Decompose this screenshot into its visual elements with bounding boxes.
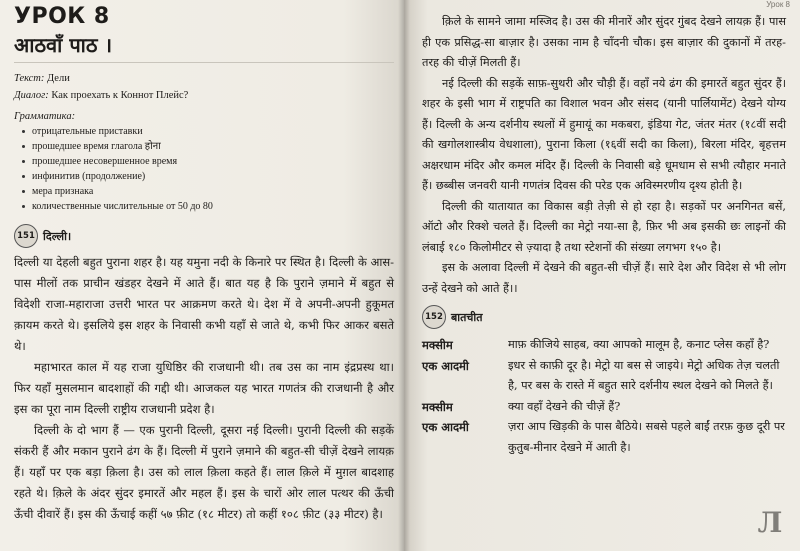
speaker-name: मक्सीम [422,399,453,414]
dialog-meta-value: Как проехать к Коннот Плейс? [51,90,189,101]
section-title: दिल्ली। [43,229,72,243]
lesson-title: УРОК 8 [14,4,110,29]
section-heading-151 [14,224,394,248]
speaker-line: इधर से काफ़ी दूर है। मेट्रो या बस से जाइये। मेट्रो अधिक तेज़ चलती है, पर बस के रास्ते में बहुत सारे दर्शनीय स्थल देखने को मिलते हैं। [508,358,780,392]
text-paragraph: दिल्ली की यातायात का विकास बड़ी तेज़ी से हो रहा है। सड़कों पर अनगिनत बसें, ऑटो और रिक्शे चलते हैं। दिल्ली का मेट्रो नया-सा है, फ़िर भी अब इसकी छः लाइनों की लंबाई १८० किलोमीटर से ज़्यादा है तथा स्टेशनों की संख्या लगभग १५० है। [422,199,786,254]
text-meta-label: Текст: [14,73,45,84]
lesson-subtitle-hindi: आठवाँ पाठ । [14,32,394,63]
text-paragraph: नई दिल्ली की सड़कें साफ़-सुथरी और चौड़ी हैं। वहाँ नये ढंग की इमारतें बहुत सुंदर हैं। शहर के इसी भाग में राष्ट्रपति का विशाल भवन और संसद (यानी पार्लियामेंट) देखने योग्य हैं। दिल्ली के अन्य दर्शनीय स्थलों में हुमायूं का मकबरा, इंडिया गेट, जंतर मंतर (१८वीं सदी की खगोलशास्त्रीय वेधशाला), पुराना किला (१६वीं सदी का किला), बिरला मंदिर, बृहत्तम अक्षरधाम मंदिर और कमल मंदिर हैं। दिल्ली के निवासी बड़े धूमधाम से सभी त्यौहार मनाते हैं। छब्बीस जनवरी यानी गणतंत्र दिवस की परेड एक अविस्मरणीय दृश्य होती है। [422,76,786,192]
grammar-item: количественные числительные от 50 до 80 [22,199,394,214]
text-paragraph: क़िले के सामने जामा मस्जिद है। उस की मीनारें और सुंदर गुंबद देखने लायक़ हैं। पास ही एक प्रसिद्ध-सा बाज़ार है। उसका नाम है चाँदनी चौक। इस बाज़ार की दुकानों में तरह-तरह की चीज़ें मिलती हैं। [422,15,786,69]
grammar-item: мера признака [22,184,394,199]
speaker-line: ज़रा आप खिड़की के पास बैठिये। सबसे पहले बाईं तरफ़ कुछ दूरी पर कुतुब-मीनार देखने में आती है। [508,420,785,454]
watermark-letter: Л [757,506,783,539]
grammar-item: прошедшее несовершенное время [22,154,394,169]
grammar-label: Грамматика: [14,111,76,122]
text-meta [14,73,394,84]
grammar-item: отрицательные приставки [22,124,394,139]
dialogue-line [422,417,786,458]
text-meta-value: Дели [47,73,70,84]
speaker-line: माफ़ कीजिये साहब, क्या आपको मालूम है, कनाट प्लेस कहाँ है? [508,338,770,351]
grammar-item: прошедшее время глагола होना [22,139,394,154]
dialogue-line [422,356,786,397]
section-heading-152 [422,305,786,329]
speaker-name: एक आदमी [422,420,469,434]
dialogue [422,335,786,458]
dialogue-line [422,335,786,356]
grammar-item: инфинитив (продолжение) [22,169,394,184]
speaker-line: क्या वहाँ देखने की चीज़ें हैं? [508,399,621,413]
text-paragraph: इस के अलावा दिल्ली में देखने की बहुत-सी चीज़ें हैं। सारे देश और विदेश से भी लोग उन्हें देखने को आते हैं।। [422,261,786,295]
section-number-badge: 151 [14,224,38,248]
text-paragraph: महाभारत काल में यह राजा युधिष्ठिर की राजधानी थी। तब उस का नाम इंद्रप्रस्थ था। फिर यहाँ मुसलमान बादशाहों की गद्दी थी। आजकल यह भारत गणतंत्र की राजधानी है और इस का पूरा नाम दिल्ली राष्ट्रीय राजधानी प्रदेश है। [14,360,394,416]
dialog-meta [14,90,394,101]
right-page [404,0,800,551]
dialog-meta-label: Диалог: [14,90,49,101]
speaker-name: एक आदमी [422,358,469,373]
grammar-list [14,124,394,214]
section-number-badge: 152 [422,305,446,329]
book-gutter [398,0,410,551]
text-paragraph: दिल्ली के दो भाग हैं — एक पुरानी दिल्ली, दूसरा नई दिल्ली। पुरानी दिल्ली की सड़कें संकरी हैं और मकान पुराने ढंग के हैं। दिल्ली में पुराने ज़माने की बहुत-सी चीज़ें देखने लायक़ हैं। यहाँ पर एक बड़ा क़िला है। उस को लाल क़िला कहते हैं। लाल क़िले में मुग़ल बादशाह रहते थे। क़िले के अंदर सुंदर इमारतें और महल हैं। इस के चारों ओर लाल पत्थर की ऊँची ऊँची दीवारें हैं। इस की ऊँचाई कहीं ५७ फ़ीट (१८ मीटर) तो कहीं १०८ फ़ीट (३३ मीटर) है। [14,423,394,521]
dialogue-line [422,397,786,418]
watermark-logo-icon [748,501,792,545]
speaker-name: मक्सीम [422,338,453,352]
running-head: Урок 8 [766,0,790,9]
text-paragraph: दिल्ली या देहली बहुत पुराना शहर है। यह यमुना नदी के किनारे पर स्थित है। दिल्ली के आस-पास मीलों तक प्राचीन खंडहर देखने में आते हैं। बात यह है कि पुराने ज़माने में बहुत से विदेशी राजा-महाराजा उत्तरी भारत पर आक्रमण करते थे। देश में वे अपनी-अपनी हुकूमत क़ायम करते थे। इसलिये इस शहर के निवासी कभी यहाँ से जाते थे, कभी फिर आकर बसते थे। [14,255,394,353]
section-title: बातचीत [451,310,483,324]
